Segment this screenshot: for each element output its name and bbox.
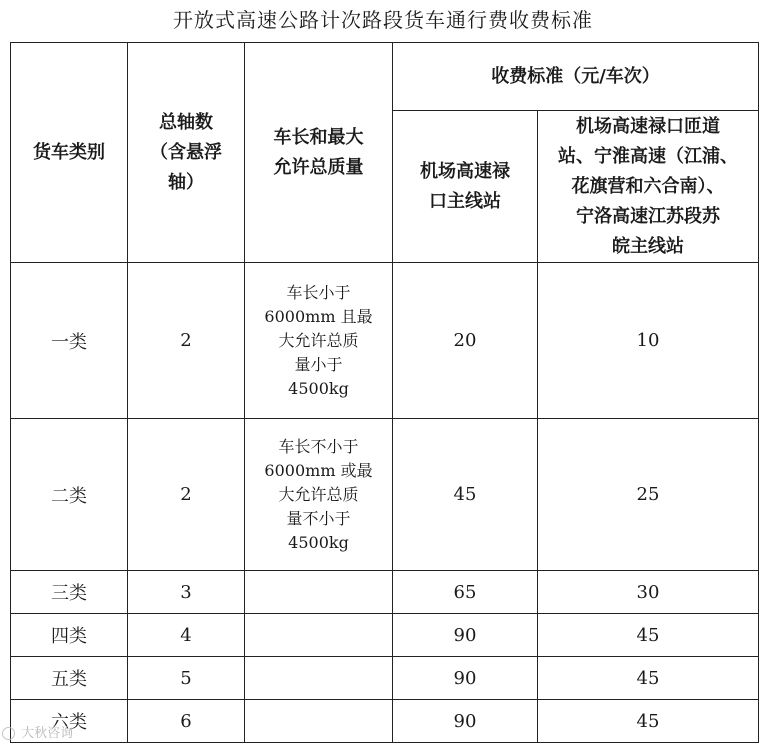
cell-class: 五类	[11, 657, 128, 700]
cell-fee-a: 90	[393, 614, 538, 657]
cell-mass	[245, 700, 393, 743]
cell-axles: 4	[128, 614, 245, 657]
table-row	[11, 614, 759, 657]
cell-fee-b: 45	[538, 700, 759, 743]
cell-fee-a: 45	[393, 419, 538, 571]
cell-axles: 2	[128, 419, 245, 571]
page-title: 开放式高速公路计次路段货车通行费收费标准	[173, 8, 593, 32]
watermark-text: 大秋咨询	[21, 726, 74, 741]
header-fee-a: 机场高速禄 口主线站	[393, 111, 538, 263]
watermark-logo-icon	[2, 727, 15, 740]
cell-mass	[245, 571, 393, 614]
cell-mass	[245, 614, 393, 657]
table-row	[11, 419, 759, 571]
header-fee-b: 机场高速禄口匝道 站、宁淮高速（江浦、 花旗营和六合南）、 宁洛高速江苏段苏 皖主线站	[538, 111, 759, 263]
cell-fee-b: 30	[538, 571, 759, 614]
cell-fee-b: 45	[538, 614, 759, 657]
cell-fee-a: 90	[393, 700, 538, 743]
cell-class: 三类	[11, 571, 128, 614]
table-row	[11, 700, 759, 743]
table-row	[11, 263, 759, 419]
cell-class: 一类	[11, 263, 128, 419]
cell-mass: 车长不小于 6000mm 或最 大允许总质 量不小于 4500kg	[245, 419, 393, 571]
cell-fee-a: 90	[393, 657, 538, 700]
cell-fee-a: 20	[393, 263, 538, 419]
fee-table	[10, 42, 759, 743]
header-axles: 总轴数 （含悬浮 轴）	[128, 43, 245, 263]
cell-axles: 5	[128, 657, 245, 700]
table-row	[11, 657, 759, 700]
cell-axles: 2	[128, 263, 245, 419]
header-vehicle-class: 货车类别	[11, 43, 128, 263]
header-fee-group: 收费标准（元/车次）	[393, 43, 759, 111]
watermark	[2, 722, 73, 741]
cell-class: 二类	[11, 419, 128, 571]
cell-fee-b: 45	[538, 657, 759, 700]
cell-fee-b: 10	[538, 263, 759, 419]
cell-class: 四类	[11, 614, 128, 657]
header-length-mass: 车长和最大 允许总质量	[245, 43, 393, 263]
cell-fee-b: 25	[538, 419, 759, 571]
cell-mass: 车长小于 6000mm 且最 大允许总质 量小于 4500kg	[245, 263, 393, 419]
cell-fee-a: 65	[393, 571, 538, 614]
cell-axles: 3	[128, 571, 245, 614]
cell-class: 六类	[11, 700, 128, 743]
cell-mass	[245, 657, 393, 700]
cell-axles: 6	[128, 700, 245, 743]
table-row	[11, 571, 759, 614]
